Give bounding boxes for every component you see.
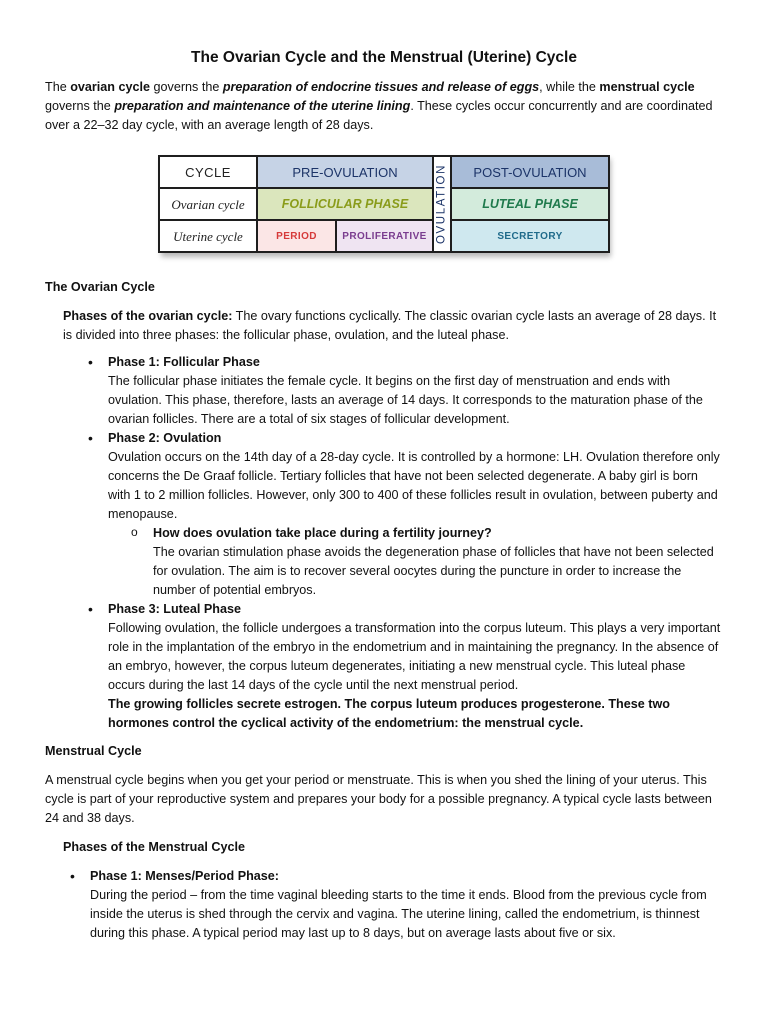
section-heading-ovarian: The Ovarian Cycle (45, 280, 155, 294)
phase-text: Ovulation occurs on the 14th day of a 28-day cycle. It is controlled by a hormone: LH. Ovulation therefore only concerns the De Graaf follicle. Tertiary follicles that have not been selected degenerate. A baby girl is born with 1 to 2 million follicles. However, only 300 to 400 of these follicles result in ovulation, between puberty and menopause. (108, 450, 720, 521)
phase-title: • Phase 3: Luteal Phase (108, 602, 241, 616)
menstrual-phase-list (45, 867, 723, 943)
phase-title: • Phase 2: Ovulation (108, 431, 222, 445)
list-item-menses (90, 867, 723, 943)
cell-luteal-phase: LUTEAL PHASE (451, 188, 609, 220)
intro-emphasis-uterine: preparation and maintenance of the uterine lining (114, 99, 411, 113)
section-heading-menstrual: Menstrual Cycle (45, 744, 142, 758)
ovulation-sub-list (108, 524, 723, 600)
intro-term-ovarian: ovarian cycle (70, 80, 151, 94)
ovarian-phase-list (45, 353, 723, 733)
header-post-ovulation: POST-OVULATION (451, 156, 609, 188)
cell-proliferative: PROLIFERATIVE (336, 220, 433, 252)
menstrual-phases-heading: Phases of the Menstrual Cycle (63, 840, 245, 854)
list-item-follicular (108, 353, 723, 429)
menstrual-intro: A menstrual cycle begins when you get your period or menstruate. This is when you shed the lining of your uterus. This cycle is part of your reproductive system and prepares your body for a possible pregnancy. A typical cycle lasts between 24 and 38 days. (45, 773, 712, 825)
intro-emphasis-endocrine: preparation of endocrine tissues and release of eggs (222, 80, 540, 94)
header-cycle: CYCLE (159, 156, 257, 188)
phase-text: The follicular phase initiates the female cycle. It begins on the first day of menstruation and ends with ovulation. This phase, therefore, lasts an average of 14 days. It corresponds to the maturation phase of the ovarian follicles. There are a total of six stages of follicular development. (108, 374, 703, 426)
intro-term-menstrual: menstrual cycle (599, 80, 695, 94)
sub-item-text: The ovarian stimulation phase avoids the degeneration phase of follicles that have not been selected for ovulation. The aim is to recover several oocytes during the puncture in order to increase the number of potential embryos. (153, 545, 714, 597)
intro-paragraph: The ovarian cycle governs the preparation of endocrine tissues and release of eggs, while the menstrual cycle governs the preparation and maintenance of the uterine lining. These cycles occur concurrently and are coordinated over a 22–32 day cycle, with an average length of 28 days. (45, 80, 713, 132)
ovarian-intro: Phases of the ovarian cycle: The ovary functions cyclically. The classic ovarian cycle lasts an average of 28 days. It is divided into three phases: the follicular phase, ovulation, and the luteal phase. (63, 309, 717, 342)
ovulation-column (433, 156, 451, 252)
list-item-ovulation (108, 429, 723, 600)
sub-item-title: o How does ovulation take place during a fertility journey? (153, 526, 492, 540)
header-pre-ovulation: PRE-OVULATION (257, 156, 433, 188)
cycle-table-figure (158, 155, 608, 253)
cycle-table (158, 155, 610, 253)
cell-period: PERIOD (257, 220, 336, 252)
sub-list-item (153, 524, 723, 600)
phase-text: During the period – from the time vaginal bleeding starts to the time it ends. Blood from the previous cycle from inside the uterus is shed through the cervix and vagina. The uterine lining, called the endometrium, is thinnest during this phase. A typical period may last up to 8 days, but on average lasts about five or six. (90, 888, 707, 940)
row-label-uterine: Uterine cycle (159, 220, 257, 252)
hormone-summary: The growing follicles secrete estrogen. The corpus luteum produces progesterone. These two hormones control the cyclical activity of the endometrium: the menstrual cycle. (108, 697, 670, 730)
phase-title: • Phase 1: Menses/Period Phase: (90, 869, 279, 883)
phase-text: Following ovulation, the follicle undergoes a transformation into the corpus luteum. This plays a very important role in the implantation of the embryo in the endometrium and in maintaining the pregnancy. In the absence of an embryo, however, the corpus luteum degenerates, initiating a new menstrual cycle. This luteal phase occurs during the last 14 days of the cycle until the next menstrual period. (108, 621, 721, 692)
row-label-ovarian: Ovarian cycle (159, 188, 257, 220)
ovulation-label: OVULATION (435, 163, 448, 245)
cell-follicular-phase: FOLLICULAR PHASE (257, 188, 433, 220)
ovarian-intro-lead: Phases of the ovarian cycle: (63, 309, 233, 323)
cell-secretory: SECRETORY (451, 220, 609, 252)
list-item-luteal (108, 600, 723, 733)
page-title: The Ovarian Cycle and the Menstrual (Uterine) Cycle (191, 49, 577, 66)
phase-title: • Phase 1: Follicular Phase (108, 355, 260, 369)
